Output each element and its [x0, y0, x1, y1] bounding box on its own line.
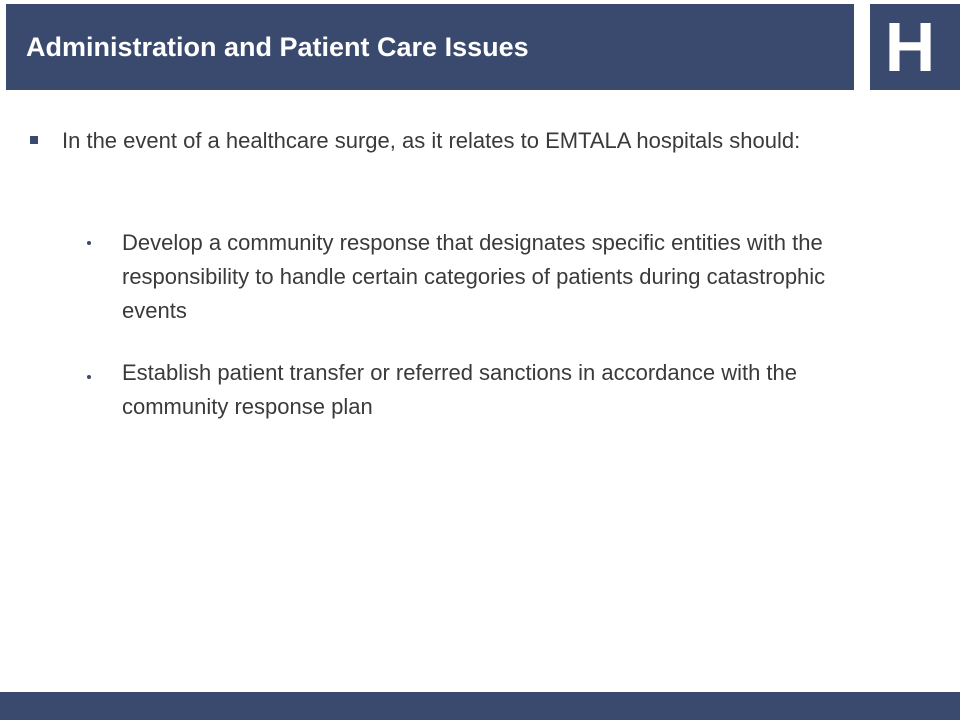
title-bar — [6, 4, 854, 90]
square-bullet-icon — [30, 136, 38, 144]
slide-title: Administration and Patient Care Issues — [26, 32, 529, 62]
dot-bullet-icon — [87, 375, 91, 379]
main-bullet-text: In the event of a healthcare surge, as it relates to EMTALA hospitals should: — [62, 128, 801, 153]
sub-bullet-text: Establish patient transfer or referred sanctions in accordance with the community response plan — [122, 360, 798, 419]
sub-bullet-text: Develop a community response that designates specific entities with the responsibility to handle certain categories of patients during catastrophic events — [122, 230, 826, 323]
footer-bar — [0, 692, 960, 720]
logo-box — [870, 4, 960, 90]
dot-bullet-icon — [87, 241, 91, 245]
hospital-logo: H — [884, 8, 936, 86]
